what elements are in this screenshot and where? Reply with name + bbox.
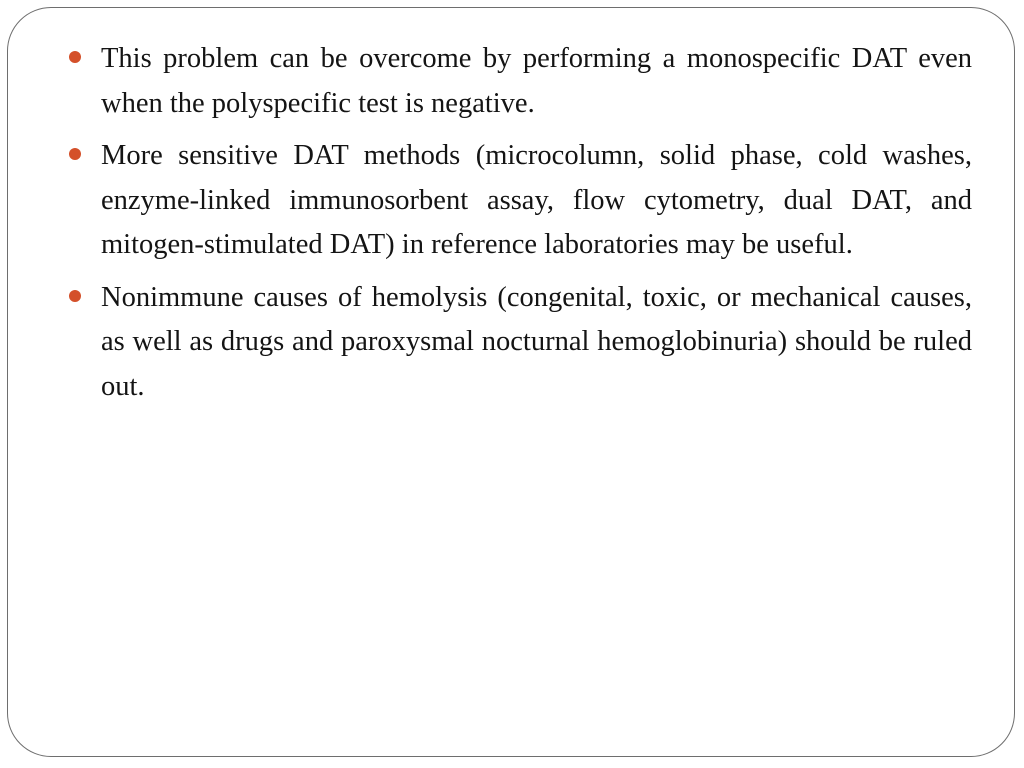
bullet-dot-icon [69,148,81,160]
bullet-item [66,134,972,268]
bullet-dot-icon [69,290,81,302]
slide-frame [7,7,1015,757]
bullet-list [66,37,972,417]
bullet-item [66,37,972,126]
bullet-item [66,276,972,410]
bullet-text: Nonimmune causes of hemolysis (congenital, toxic, or mechanical causes, as well as drugs and paroxysmal nocturnal hemoglobinuria) should be ruled out. [101,281,972,402]
bullet-text: More sensitive DAT methods (microcolumn, solid phase, cold washes, enzyme-linked immunosorbent assay, flow cytometry, dual DAT, and mitogen-stimulated DAT) in reference laboratories may be useful. [101,140,972,260]
bullet-text: This problem can be overcome by performing a monospecific DAT even when the polyspecific test is negative. [101,43,972,119]
bullet-dot-icon [69,51,81,63]
